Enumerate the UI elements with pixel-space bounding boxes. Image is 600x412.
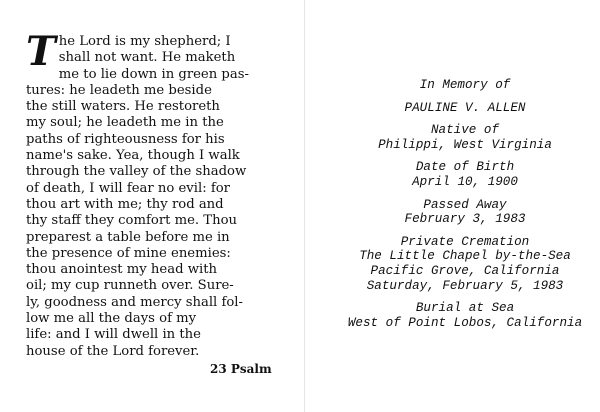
native-place: Philippi, West Virginia bbox=[378, 137, 552, 152]
birth-date: April 10, 1900 bbox=[412, 174, 518, 189]
psalm-line: thou anointest my head with bbox=[26, 262, 218, 278]
psalm-line: me to lie down in green pas- bbox=[58, 66, 249, 82]
passed-label: Passed Away bbox=[423, 197, 507, 212]
psalm-line: the still waters. He restoreth bbox=[26, 99, 220, 115]
psalm-line: paths of righteousness for his bbox=[26, 131, 225, 147]
psalm-line: shall not want. He maketh bbox=[58, 50, 236, 66]
native-label: Native of bbox=[430, 123, 500, 138]
psalm-dropcap: T bbox=[26, 28, 56, 75]
psalm-line: tures: he leadeth me beside bbox=[26, 82, 212, 98]
psalm-line: low me all the days of my bbox=[26, 311, 197, 327]
psalm-line: house of the Lord forever. bbox=[26, 343, 200, 359]
psalm-reference: 23 Psalm bbox=[210, 362, 272, 376]
cremation-label: Private Cremation bbox=[400, 234, 530, 249]
psalm-line: thy staff they comfort me. Thou bbox=[26, 213, 238, 229]
card-fold bbox=[304, 0, 305, 412]
chapel-name: The Little Chapel by-the-Sea bbox=[359, 249, 571, 264]
passed-date: February 3, 1983 bbox=[404, 212, 526, 227]
psalm-line: of death, I will fear no evil: for bbox=[26, 180, 230, 196]
burial-place: West of Point Lobos, California bbox=[347, 315, 583, 330]
psalm-line: he Lord is my shepherd; I bbox=[58, 34, 231, 49]
psalm-line: thou art with me; thy rod and bbox=[26, 196, 224, 212]
psalm-line: name's sake. Yea, though I walk bbox=[26, 148, 240, 164]
deceased-name: PAULINE V. ALLEN bbox=[404, 100, 526, 115]
psalm-line: the presence of mine enemies: bbox=[26, 245, 231, 261]
psalm-line: through the valley of the shadow bbox=[26, 164, 247, 180]
burial-label: Burial at Sea bbox=[415, 301, 515, 316]
psalm-line: oil; my cup runneth over. Sure- bbox=[26, 278, 234, 294]
in-memory-heading: In Memory of bbox=[419, 78, 511, 92]
psalm-line: ly, goodness and mercy shall fol- bbox=[26, 294, 243, 310]
psalm-line: preparest a table before me in bbox=[26, 229, 230, 245]
psalm-text-panel bbox=[26, 28, 288, 360]
psalm-line: my soul; he leadeth me in the bbox=[26, 115, 224, 131]
chapel-city: Pacific Grove, California bbox=[370, 263, 560, 278]
psalm-line: life: and I will dwell in the bbox=[26, 327, 201, 343]
cremation-date: Saturday, February 5, 1983 bbox=[366, 278, 564, 293]
birth-label: Date of Birth bbox=[415, 160, 515, 175]
memorial-info-panel bbox=[330, 78, 600, 330]
